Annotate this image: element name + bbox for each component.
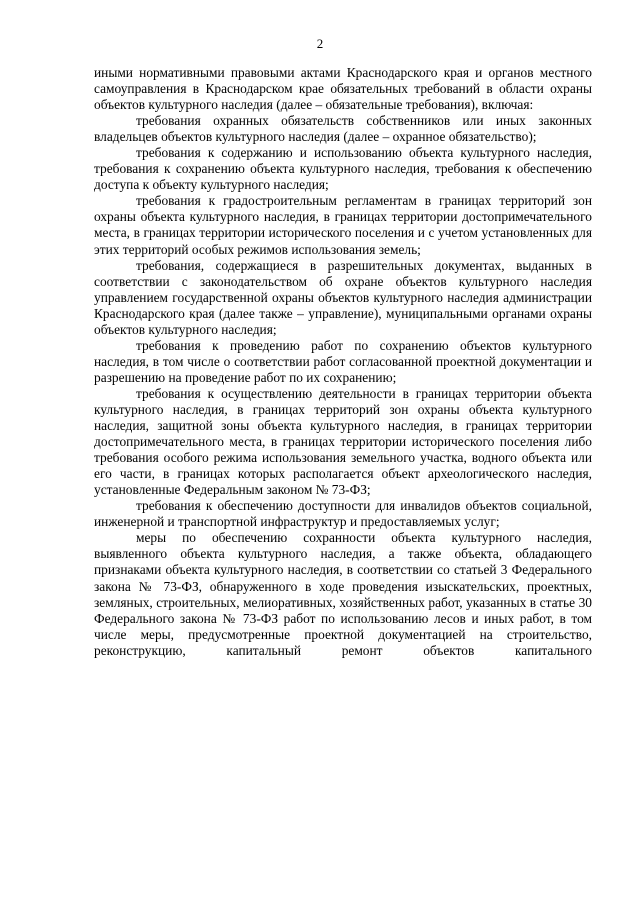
paragraph-maintenance-requirements: требования к содержанию и использованию объекта культурного наследия, требования к сохранению объекта культурного наследия, требования к обеспечению доступа к объекту культурного наследия; xyxy=(94,145,592,193)
paragraph-permit-requirements: требования, содержащиеся в разрешительных документах, выданных в соответствии с законодательством об охране объектов культурного наследия управлением государственной охраны объектов культурного наследия администрации Краснодарского края (далее также – управление), муниципальными органами охраны объектов культурного наследия; xyxy=(94,257,592,337)
paragraph-safety-measures: меры по обеспечению сохранности объекта культурного наследия, выявленного объекта культурного наследия, а также объекта, обладающего признаками объекта культурного наследия, в соответствии со статьей 3 Федерального закона № 73-ФЗ, обнаруженного в ходе проведения изыскательских, проектных, земляных, строительных, мелиоративных, хозяйственных работ, указанных в статье 30 Федерального закона № 73-ФЗ работ по использованию лесов и иных работ, в том числе меры, предусмотренные проектной документацией на строительство, реконструкцию, капитальный ремонт объектов капитального xyxy=(94,530,592,658)
paragraph-territory-activity: требования к осуществлению деятельности в границах территории объекта культурного наследия, в границах территорий зон охраны объекта культурного наследия, защитной зоны объекта культурного наследия, в границах территории достопримечательного места, в границах территории исторического поселения либо требования особого режима использования земельного участка, водного объекта или его части, в границах которых располагается объект археологического наследия, установленные Федеральным законом № 73-ФЗ; xyxy=(94,385,592,498)
paragraph-preservation-works: требования к проведению работ по сохранению объектов культурного наследия, в том числе о соответствии работ согласованной проектной документации и разрешению на проведение работ по их сохранению; xyxy=(94,337,592,385)
page-number: 2 xyxy=(316,36,324,51)
paragraph-protection-obligations: требования охранных обязательств собственников или иных законных владельцев объектов культурного наследия (далее – охранное обязательство); xyxy=(94,113,592,145)
paragraph-urban-planning-regulations: требования к градостроительным регламентам в границах территорий зон охраны объекта культурного наследия, в границах территории достопримечательного места, в границах территории исторического поселения и с учетом установленных для этих территорий особых режимов использования земель; xyxy=(94,193,592,257)
paragraph-intro-continuation: иными нормативными правовыми актами Краснодарского края и органов местного самоуправления в Краснодарском крае обязательных требований в области охраны объектов культурного наследия (далее – обязательные требования), включая: xyxy=(94,65,592,113)
document-body xyxy=(94,65,592,659)
paragraph-accessibility: требования к обеспечению доступности для инвалидов объектов социальной, инженерной и транспортной инфраструктур и предоставляемых услуг; xyxy=(94,498,592,530)
